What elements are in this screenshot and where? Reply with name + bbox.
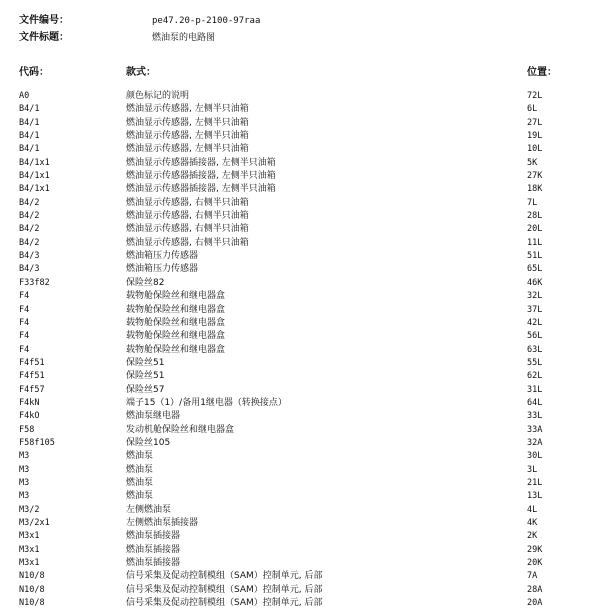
component-position: 10L [527,144,543,155]
table-row [0,410,600,423]
table-row [0,223,600,236]
component-position: 64L [527,397,543,408]
table-row [0,290,600,303]
component-position: 18K [527,184,543,195]
component-description: 燃油泵插接器 [126,544,181,555]
component-code: B4/1x1 [19,157,50,168]
table-row [0,237,600,250]
component-code: B4/3 [19,264,40,275]
component-description: 保险丝51 [126,371,165,382]
component-position: 33L [527,411,543,422]
component-description: 燃油显示传感器, 右侧半只油箱 [126,197,249,208]
component-position: 19L [527,131,543,142]
component-code: F4kN [19,397,40,408]
table-row [0,557,600,570]
component-position: 7A [527,571,538,582]
table-row [0,263,600,276]
component-position: 56L [527,331,543,342]
component-position: 29K [527,544,543,555]
table-row [0,584,600,597]
table-row [0,370,600,383]
component-description: 载物舱保险丝和继电器盒 [126,344,226,355]
table-row [0,304,600,317]
table-row [0,490,600,503]
component-table [0,90,600,610]
component-position: 33A [527,424,543,435]
component-position: 30L [527,451,543,462]
table-row [0,384,600,397]
component-description: 颜色标记的说明 [126,91,190,101]
table-row [0,210,600,223]
component-description: 保险丝57 [126,384,165,395]
component-position: 3L [527,464,538,475]
component-description: 发动机舱保险丝和继电器盒 [126,424,235,435]
component-code: B4/1x1 [19,184,50,195]
component-code: M3 [19,477,30,488]
component-description: 燃油泵 [126,451,154,462]
component-code: M3/2x1 [19,518,50,528]
component-position: 62L [527,371,543,382]
component-code: M3 [19,491,30,502]
component-code: N10/8 [19,598,45,609]
table-row [0,157,600,170]
component-code: B4/1 [19,144,40,155]
table-row [0,277,600,290]
component-code: F4kO [19,411,40,422]
component-description: 载物舱保险丝和继电器盒 [126,317,226,328]
component-description: 燃油泵插接器 [126,531,181,542]
component-code: M3x1 [19,531,40,542]
component-code: F4f51 [19,371,45,382]
component-code: N10/8 [19,584,45,595]
component-position: 2K [527,531,538,542]
table-row [0,170,600,183]
table-row [0,317,600,330]
component-code: B4/1 [19,117,40,128]
component-description: 保险丝51 [126,357,165,368]
component-code: B4/2 [19,211,40,222]
component-description: 信号采集及促动控制模组（SAM）控制单元, 后部 [126,571,323,582]
component-description: 燃油箱压力传感器 [126,264,199,275]
table-row [0,504,600,517]
table-row [0,597,600,610]
component-code: F4 [19,317,30,328]
table-row [0,117,600,130]
component-position: 20L [527,224,543,235]
component-description: 燃油显示传感器, 左侧半只油箱 [126,117,249,128]
component-position: 46K [527,277,543,288]
component-position: 11L [527,237,543,248]
table-row [0,130,600,143]
component-code: F4f51 [19,357,45,368]
component-code: M3x1 [19,544,40,555]
component-code: F58 [19,424,35,435]
component-description: 燃油泵继电器 [126,411,181,422]
component-code: F4 [19,291,30,302]
table-row [0,103,600,116]
component-position: 28A [527,584,543,595]
component-position: 20K [527,558,543,569]
component-position: 7L [527,197,538,208]
table-row [0,357,600,370]
component-position: 51L [527,251,543,262]
component-position: 27K [527,171,543,182]
component-position: 5K [527,157,538,168]
component-position: 28L [527,211,543,222]
component-code: F4 [19,304,30,315]
table-row [0,143,600,156]
table-row [0,570,600,583]
component-code: M3 [19,464,30,475]
component-position: 21L [527,477,543,488]
component-description: 左侧燃油泵 [126,504,172,515]
component-description: 燃油显示传感器, 左侧半只油箱 [126,144,249,155]
component-description: 燃油显示传感器插接器, 左侧半只油箱 [126,157,276,168]
component-description: 载物舱保险丝和继电器盒 [126,291,226,302]
component-position: 42L [527,317,543,328]
component-position: 6L [527,104,538,115]
file-number-label: 文件编号： [19,15,69,26]
component-code: M3/2 [19,504,40,515]
column-header-description: 款式： [126,67,156,78]
table-row [0,464,600,477]
component-code: B4/1 [19,104,40,115]
component-description: 燃油泵插接器 [126,558,181,569]
component-code: A0 [19,91,30,101]
table-row [0,330,600,343]
component-position: 37L [527,304,543,315]
component-description: 燃油显示传感器, 右侧半只油箱 [126,211,249,222]
component-code: B4/3 [19,251,40,262]
table-row [0,450,600,463]
component-code: F58f105 [19,437,55,448]
component-description: 保险丝82 [126,277,165,288]
component-position: 4K [527,518,538,528]
component-description: 燃油泵 [126,477,154,488]
column-header-position: 位置： [527,67,557,78]
table-row [0,517,600,530]
component-position: 65L [527,264,543,275]
component-position: 4L [527,504,538,515]
component-code: N10/8 [19,571,45,582]
table-row [0,344,600,357]
table-row [0,424,600,437]
component-position: 32L [527,291,543,302]
component-description: 燃油显示传感器, 左侧半只油箱 [126,131,249,142]
component-description: 燃油显示传感器, 右侧半只油箱 [126,224,249,235]
component-description: 端子15（1）/备用1继电器（转换接点） [126,397,287,408]
component-position: 72L [527,91,543,101]
component-description: 燃油显示传感器插接器, 左侧半只油箱 [126,171,276,182]
component-code: B4/1x1 [19,171,50,182]
table-row [0,183,600,196]
table-row [0,437,600,450]
table-row [0,197,600,210]
file-number-value: pe47.20-p-2100-97raa [152,16,261,26]
component-code: B4/2 [19,224,40,235]
table-row [0,397,600,410]
component-position: 32A [527,437,543,448]
component-description: 左侧燃油泵插接器 [126,518,199,528]
component-description: 燃油泵 [126,491,154,502]
file-title-label: 文件标题： [19,32,69,43]
table-row [0,477,600,490]
component-description: 载物舱保险丝和继电器盒 [126,331,226,342]
component-code: B4/1 [19,131,40,142]
table-row [0,250,600,263]
component-description: 载物舱保险丝和继电器盒 [126,304,226,315]
component-code: F4f57 [19,384,45,395]
component-position: 31L [527,384,543,395]
component-position: 63L [527,344,543,355]
component-code: M3x1 [19,558,40,569]
table-row [0,544,600,557]
file-title-value: 燃油泵的电路图 [152,33,216,43]
table-row [0,530,600,543]
component-code: F4 [19,331,30,342]
component-position: 13L [527,491,543,502]
component-code: F4 [19,344,30,355]
table-row [0,90,600,103]
component-description: 燃油泵 [126,464,154,475]
component-code: B4/2 [19,237,40,248]
component-code: B4/2 [19,197,40,208]
component-description: 保险丝105 [126,437,171,448]
component-description: 燃油显示传感器, 右侧半只油箱 [126,237,249,248]
component-position: 20A [527,598,543,609]
component-description: 信号采集及促动控制模组（SAM）控制单元, 后部 [126,598,323,609]
component-description: 燃油显示传感器, 左侧半只油箱 [126,104,249,115]
component-description: 信号采集及促动控制模组（SAM）控制单元, 后部 [126,584,323,595]
component-description: 燃油箱压力传感器 [126,251,199,262]
component-code: F33f82 [19,277,50,288]
column-header-code: 代码： [19,67,49,78]
component-description: 燃油显示传感器插接器, 左侧半只油箱 [126,184,276,195]
component-position: 27L [527,117,543,128]
component-position: 55L [527,357,543,368]
component-code: M3 [19,451,30,462]
